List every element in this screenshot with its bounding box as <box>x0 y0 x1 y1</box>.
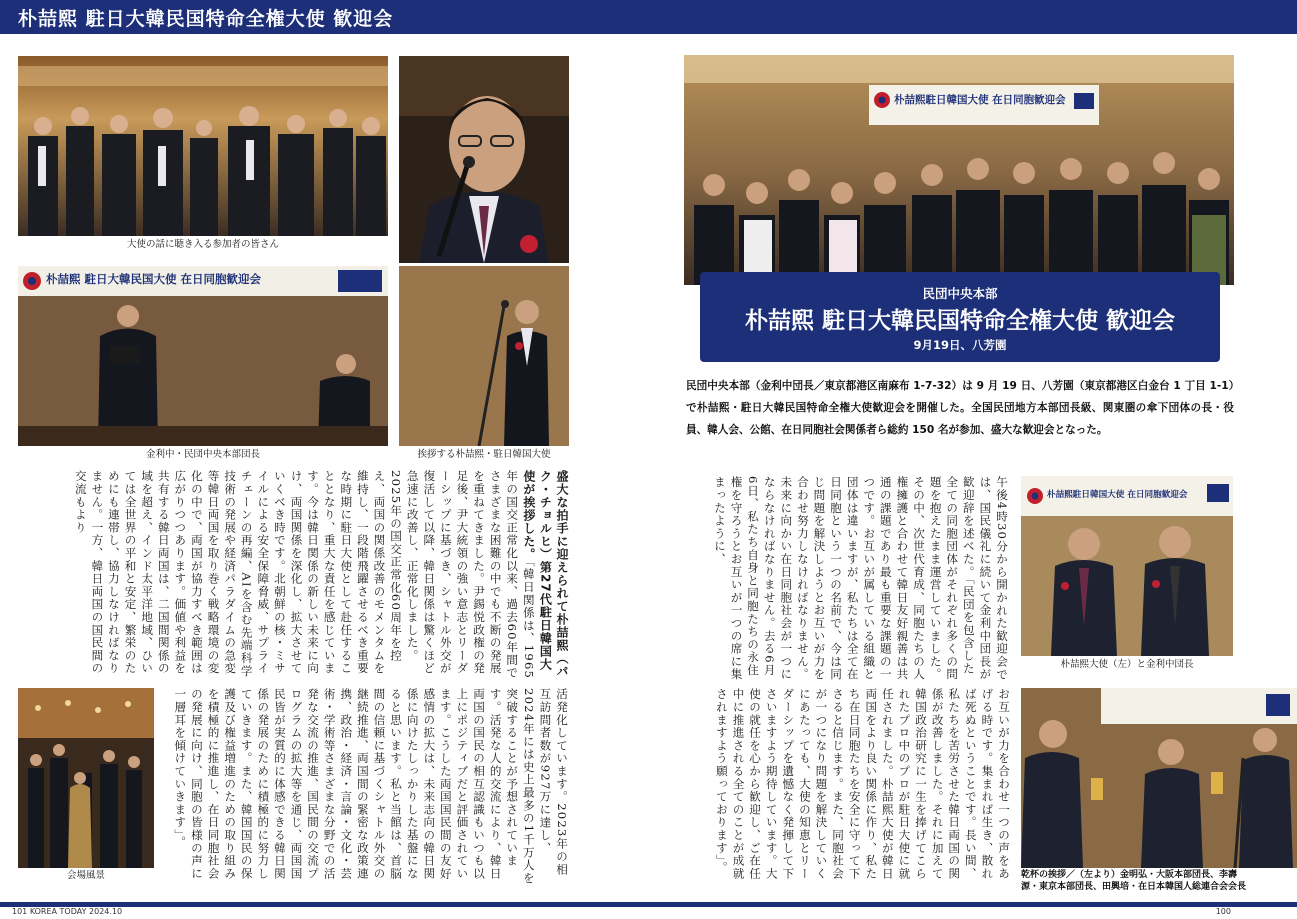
article-right-body-top: 午後4時30分から開かれた歓迎会では、国民儀礼に続いて金利中団長が歓迎辞を述べた。「民団を包含した全ての同胞団体がそれぞれ多くの問題を抱えたまま運営していました。その中、次世代育成、同胞たちの人権擁護と合わせて韓日友好親善は共通の課題であり最も重要な課題の一つです。お互いが属している組織と団体は違いますが、私たちは全て在日同胞という一つの名前で、今は同じ問題を解決しようとお互いが力を合わせ努力しなければなりません。未来に向かい在日同胞社会が一つにならなければなりません。去る6月6日、私たち自身と同胞たちの永住権を守ろうとお互いが一つの席に集まったように、 <box>712 476 1009 681</box>
photo-toast-caption-line2: 源・東京本部団長、田興培・在日本韓国人総連合会会長 <box>1021 882 1247 892</box>
photo-podium-caption: 金利中・民団中央本部団長 <box>145 449 260 460</box>
article-right-body-bottom: お互いが力を合わせ一つの声をあげる時です。集まれば生き、散れば死ぬということです。長い間、私たちを苦労させた韓日両国の関係が改善しました。それに加えて韓国政治研究に一生を捧げてこられたプロ中のプロが駐日大使に就任されました。朴喆熙大使が韓日両国をより良い関係に作り、私たち在日同胞たちを安全に守って下さると信じます。また、同胞社会が一つになり問題を解決していくにあたっても、大使の知恵とリーダーシップを遺憾なく発揮して下さいますよう期待しています。大使の就任を心から歓迎し、ご在任中に推進される全てのことが成就されますよう願っております」。 <box>714 688 1011 880</box>
photo-podium-banner-text: 朴喆熙 駐日大韓民国大使 在日同胞歓迎会 <box>46 272 262 286</box>
photo-audience <box>18 56 388 236</box>
photo-ambassador-and-leader <box>1021 476 1233 656</box>
photo-ambassador-speaking-caption: 挨拶する朴喆熙・駐日韓国大使 <box>417 449 551 460</box>
photo-venue <box>18 688 154 868</box>
article-title-org: 民団中央本部 <box>922 286 998 301</box>
photo-ambassador-closeup <box>399 56 569 263</box>
photo-ambassador-and-leader-caption: 朴喆熙大使（左）と金利中団長 <box>1060 659 1194 670</box>
photo-podium-speaker <box>18 266 388 446</box>
article-right-top <box>686 476 1010 681</box>
photo-toast-caption-line1: 乾杯の挨拶／（左より）金明弘・大阪本部団長、李壽 <box>1021 870 1238 880</box>
article-intro: 民団中央本部（金利中団長／東京都港区南麻布 1-7-32）は 9 月 19 日、八芳園（東京都港区白金台 1 丁目 1-1）で朴喆熙・駐日大韓民国特命全権大使歓迎会を開催した。全国民団地方本部団長級、関東圏の傘下団体の長・役員、韓人会、公館、在日同胞社会関係者ら総約 150 名が参加、盛大な歓迎会となった。 <box>686 380 1234 436</box>
page-header-title: 朴喆熙 駐日大韓民国特命全権大使 歓迎会 <box>18 8 394 30</box>
photo-ambassador-speaking <box>399 266 569 446</box>
article-right-bottom <box>686 688 1012 883</box>
article-title-box <box>700 272 1220 362</box>
photo-group <box>684 55 1234 285</box>
article-date-venue: 9月19日、八芳園 <box>913 338 1007 352</box>
folio-right: 100 <box>1215 907 1231 916</box>
article-title: 朴喆熙 駐日大韓民国特命全権大使 歓迎会 <box>744 307 1175 334</box>
photo-toast <box>1021 688 1297 868</box>
article-left-body-top: 「韓日関係は、1965年の国交正常化以来、過去60年間でさまざまな困難の中でも不断の発展を重ねてきました。尹錫悦政権の発足後、尹大統領の強い意志とリーダーシップに基づき、シャトル外交が復活して以降、韓日関係は驚くほど急速に改善し、正常化しました。2025年の国交正常化60周年を控え、両国の関係改善のモメンタムを維持し、一段階飛躍させるべき重要な時期に駐日大使として赴任することとなり、重大な責任を感じています。今は韓日関係の新しい未来に向け、両国関係を深化し、拡大させていくべき時です。北朝鮮の核・ミサイルによる安全保障脅威、サプライチェーンの再編、AIを含む先端科学技術の発展や経済パラダイムの急変等韓日両国を取り巻く戦略環境の変化の中で、両国が協力すべき範囲は広がりつつあります。価値や利益を共有する韓日両国は、二国間関係の域を超え、インド太平洋地域、ひいては全世界の平和と安定、繁栄のためにも連帯し、協力しなければなりません。一方、韓日両国の国民間の交流もより <box>73 470 536 680</box>
article-left-top <box>18 470 570 680</box>
photo-pair-banner-text: 朴喆熙駐日韓国大使 在日同胞歓迎会 <box>1047 490 1188 500</box>
photo-toast-caption <box>1021 869 1297 893</box>
footer-rule <box>0 902 1297 907</box>
photo-audience-caption: 大使の話に聴き入る参加者の皆さん <box>126 239 279 250</box>
photo-venue-caption: 会場風景 <box>66 870 105 881</box>
article-left-body-bottom: 活発化しています。2023年の相互訪問者数が927万に達し、2024年には史上最多の1千万人を突破することが予想されています。活発な人的交流により、韓日両国の国民の相互認識もいつも以上にポジティブだと評価されています。こうした両国国民間の友好感情の拡大は、未来志向の韓日関係に向けたしっかりした基盤になると思います。私と当館は、首脳間の信頼に基づくシャトル外交の継続推進、両国間の緊密な政策連携、政治・経済・言論・文化・芸術・学術等さまざまな分野での活発な交流の推進、国民間の交流プログラムの拡大等を通じ、両国国民皆が実質的に体感できる韓日関係の発展のために積極的に努力していきます。また、韓国国民の保護及び権益増進のための取り組みを積極的に推進し、在日同胞社会の発展に向け、同胞の皆様の声に一層耳を傾けていきます」。 <box>173 688 569 885</box>
photo-group-banner-text: 朴喆熙駐日韓国大使 在日同胞歓迎会 <box>894 94 1066 106</box>
article-left-lead: 盛大な拍手に迎えられて朴喆熙（パク・チョルヒ）第27代駐日韓国大使が挨拶した。 <box>521 470 569 678</box>
folio-left: 101 KOREA TODAY 2024.10 <box>12 907 123 916</box>
article-left-bottom <box>165 688 570 888</box>
